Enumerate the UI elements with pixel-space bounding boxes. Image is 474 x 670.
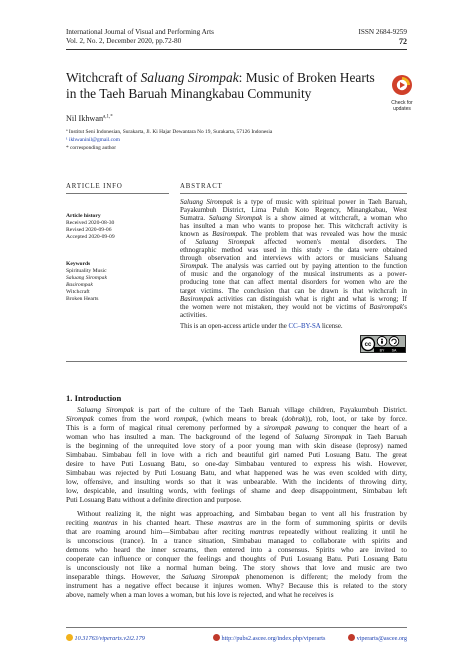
introduction-heading: 1. Introduction xyxy=(66,393,122,403)
keywords-label: Keywords xyxy=(66,261,91,267)
keyword: Broken Hearts xyxy=(66,296,99,302)
text-line: cooperate can influence or conquer the feelings and thoughts of Puti Losuang Batu. Puti Losuang Batu xyxy=(66,554,407,564)
author-email[interactable]: ¹ ikhwaninil@gmail.com xyxy=(66,137,120,143)
text-line: Puti Losuang Batu without a definite direction and purpose. xyxy=(66,494,242,504)
text-line: reciting mantras in his chanted heart. These mantras are in the form of summoning spirits or devils xyxy=(66,518,407,528)
text-line: Saluang Sirompak is part of the culture of the Taeh Baruah village children, Payakumbuh District. xyxy=(77,405,407,414)
text-line: demons who heard the inner screams, then entered into a consensus. Spirits who are invited to xyxy=(66,545,407,555)
license-link[interactable]: CC–BY-SA xyxy=(288,323,321,330)
header-rule xyxy=(66,49,407,50)
history-label: Article history xyxy=(66,213,101,219)
author-name: Nil Ikhwan xyxy=(66,114,104,123)
keyword: Witchcraft xyxy=(66,289,90,295)
abstract-line: Saluang Sirompak is a type of music with spiritual power in Taeh Baruah, xyxy=(180,198,407,206)
abstract-line: Payakumbuh District, Lima Puluh Koto Regency, Minangkabau, West xyxy=(180,206,407,215)
section-divider xyxy=(66,361,407,362)
cc-by-label: BY xyxy=(379,348,385,353)
text-line: desire to have Puti Losuang Batu, so one-day Simbabau ventured to express his wish. However, xyxy=(66,458,407,468)
abstract-line: of Saluang Sirompak affected women's mental disorders. The xyxy=(180,238,407,247)
text-line: above, namely when a man loves a woman, but his love is rejected, and what he receives is xyxy=(66,590,334,600)
paragraph xyxy=(66,406,407,504)
page-number: 72 xyxy=(399,37,407,46)
badge-label-1: Check for xyxy=(391,100,413,106)
affiliation: ª Institut Seni Indonesian, Surakarta, Jl. Ki Hajar Dewantara No 19, Surakarta, 57126 Indonesia xyxy=(66,129,273,135)
article-title: Witchcraft of Saluang Sirompak: Music of Broken Hearts in the Taeh Baruah Minangkabau Community xyxy=(66,70,375,101)
cc-license-badge[interactable] xyxy=(360,335,406,358)
abstract-body xyxy=(180,198,407,319)
abstract-line: the women were not mistaken, they would not be victims of Basirompak's xyxy=(180,302,407,311)
globe-icon xyxy=(213,634,220,641)
keyword: Saluang Sirompak xyxy=(66,275,107,281)
volume-info: Vol. 2, No. 2, December 2020, pp.72-80 xyxy=(66,37,182,45)
abstract-line: producing tone that can affect mental disorders for women who are the xyxy=(180,278,407,287)
abstract-line: known as Basirompak. The problem that was revealed was how the music xyxy=(180,230,408,239)
issn: ISSN 2684-9259 xyxy=(358,28,407,36)
accepted-date: Accepted 2020-09-09 xyxy=(66,234,115,240)
svg-text:cc: cc xyxy=(364,342,372,349)
text-line: low, offensive, and insulting words so that it was unbearable. With the incidents of throwing dirty, xyxy=(66,476,407,486)
text-line: is unconsciously not like a normal human being. The story shows that love and music are two xyxy=(66,563,407,573)
abstract-line: Sirompak. The analysis was carried out by paying attention to the function xyxy=(180,262,407,271)
abstract-rule xyxy=(180,193,407,194)
text-line: inseparable things. However, the Saluang Sirompak phenomenon is different; the melody from the xyxy=(66,572,407,582)
text-line: low, despicable, and insulting words, with feelings of shame and deep disappointment, Simbabau left xyxy=(66,485,407,495)
keyword: Basirompak xyxy=(66,282,93,288)
text-line: is unconscious (trance). In a trance situation, Simbabau managed to collaborate with spirits and xyxy=(66,536,407,546)
text-line: instrument has a negative effect because it injures women. Why? Because this is related to the story xyxy=(66,581,407,591)
paragraph xyxy=(66,510,407,600)
update-icon xyxy=(391,74,413,96)
journal-url-link[interactable]: http://pubs2.ascee.org/index.php/viperarts xyxy=(213,634,325,642)
article-info-heading: ARTICLE INFO xyxy=(66,183,123,190)
introduction-body xyxy=(66,406,407,600)
abstract-line: Sumatra. Saluang Sirompak is a show aimed at witchcraft, a woman who xyxy=(180,214,408,223)
info-rule xyxy=(66,193,169,194)
doi-link[interactable]: 10.31763/viperarts.v2i2.179 xyxy=(66,634,145,642)
text-line: is the beginning of the unrequited love story of a poor young man with skin disease (leprosy) named xyxy=(66,440,407,450)
badge-label-2: updates xyxy=(393,105,411,112)
license-statement: This is an open-access article under the CC–BY-SA license. xyxy=(180,323,343,330)
cc-sa-label: SA xyxy=(391,348,397,353)
text-line: that are roaming around him—Simbabau after reciting mantras repeatedly without realizing it until he xyxy=(66,527,407,537)
abstract-line: has insulted a man who wants to propose her. This witchcraft activity is xyxy=(180,222,407,231)
received-date: Received 2020-08-30 xyxy=(66,220,115,226)
doi-icon xyxy=(66,634,73,641)
footer-rule xyxy=(66,627,407,628)
abstract-line: ethnographic method was used in this study - the data were obtained xyxy=(180,246,407,255)
abstract-heading: ABSTRACT xyxy=(180,183,223,190)
corresponding-note: * corresponding author xyxy=(66,145,117,151)
journal-name: International Journal of Visual and Performing Arts xyxy=(66,28,214,36)
keywords xyxy=(66,261,107,303)
text-line: This is a form of magical ritual ceremony performed by a sirompak pawang to conquer the heart of a xyxy=(66,422,408,432)
abstract-line: Basirompak activities can distinguish what is right and what is wrong; If xyxy=(180,294,407,303)
revised-date: Revised 2020-09-06 xyxy=(66,227,112,233)
keyword: Spirituality Music xyxy=(66,268,107,274)
abstract-line: through observation and interviews with actors or musicians Saluang xyxy=(180,254,407,263)
text-line: woman who has insulted a man. The background of the legend of Saluang Sirompak in Taeh Baruah xyxy=(66,431,407,441)
author-superscript: a,1,* xyxy=(103,114,113,120)
abstract-line: activities. xyxy=(180,310,208,319)
mail-icon xyxy=(348,634,355,641)
text-line: Without realizing it, the night was approaching, and Simbabau began to vent all his frustration by xyxy=(77,509,407,519)
text-line: Simbabau. Simbabau fell in love with a rich and beautiful girl named Puti Losuang Batu. The great xyxy=(66,449,407,459)
journal-email-link[interactable]: viperarts@ascee.org xyxy=(348,634,407,642)
article-history xyxy=(66,213,115,241)
sa-icon xyxy=(389,337,399,347)
author xyxy=(66,114,113,123)
abstract-line: of music and the organology of the musical instruments as a power- xyxy=(180,270,407,279)
check-for-updates-badge[interactable] xyxy=(386,74,418,112)
text-line: Sirompak comes from the word rompak, (which means to break (dobrak)), rob, loot, or take by force. xyxy=(66,413,407,423)
abstract-line: target victims. The conclusion that can be drawn is that witchcraft in xyxy=(180,286,407,295)
text-line: Simbabau was rejected by Puti Losuang Batu, and what happened was he was even scolded with dirty, xyxy=(66,467,407,477)
